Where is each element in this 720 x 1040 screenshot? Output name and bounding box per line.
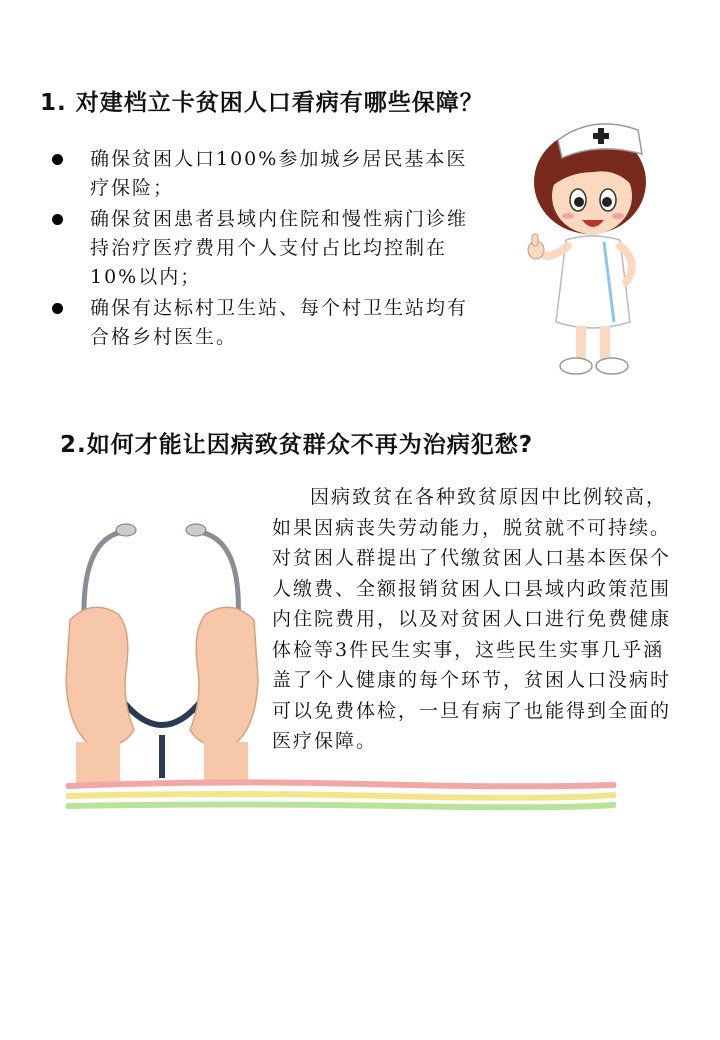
stethoscope-icon (62, 510, 262, 785)
bullet-text: 确保贫困患者县域内住院和慢性病门诊维持治疗医疗费用个人支付占比均控制在10%以内； (90, 208, 469, 288)
section2-heading: 2.如何才能让因病致贫群众不再为治病犯愁? (60, 432, 534, 458)
stripe-yellow (68, 794, 614, 798)
decorative-stripes (66, 776, 616, 816)
section2-paragraph: 因病致贫在各种致贫原因中比例较高，如果因病丧失劳动能力，脱贫就不可持续。对贫困人群提出了代缴贫困人口基本医保个人缴费、全额报销贫困人口县域内政策范围内住院费用，以及对贫困人口进行免费健康体检等3件民生实事，这些民生实事几乎涵盖了个人健康的每个环节，贫困人口没病时可以免费体检，一旦有病了也能得到全面的医疗保障。 (272, 486, 672, 752)
bullet-dot-icon (52, 303, 63, 314)
bullet-dot-icon (52, 154, 63, 165)
bullet-text: 确保贫困人口100%参加城乡居民基本医疗保险； (90, 148, 468, 199)
stripe-red (68, 782, 614, 786)
list-item (50, 205, 490, 292)
bullet-dot-icon (52, 214, 63, 225)
section1-heading: 1. 对建档立卡贫困人口看病有哪些保障？ (40, 90, 484, 116)
nurse-illustration-icon (518, 112, 673, 382)
bullet-list (50, 145, 490, 354)
list-item (50, 145, 490, 203)
list-item (50, 294, 490, 352)
stripe-green (68, 805, 614, 808)
bullet-text: 确保有达标村卫生站、每个村卫生站均有合格乡村医生。 (90, 297, 469, 348)
